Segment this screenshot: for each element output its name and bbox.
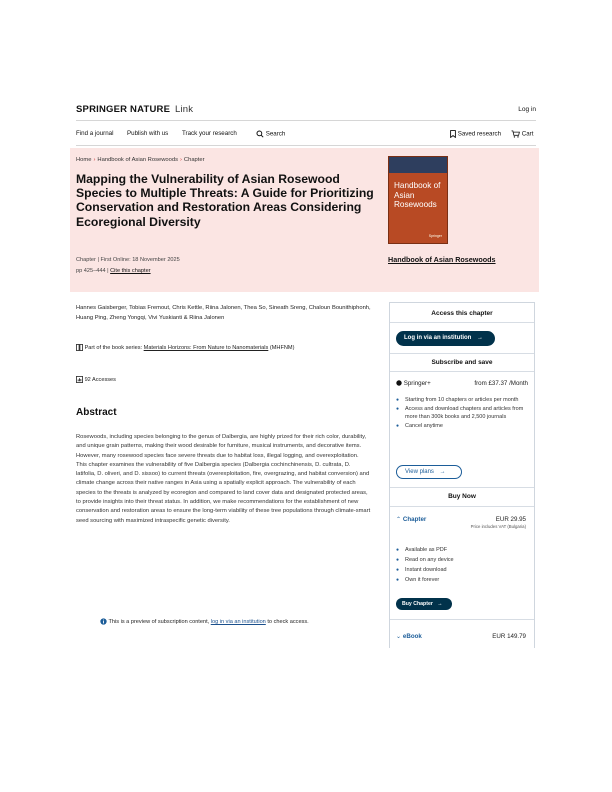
panel-divider [390, 322, 534, 323]
arrow-right-icon: → [477, 335, 484, 341]
brand-suffix: Link [174, 104, 194, 115]
access-heading: Access this chapter [431, 310, 493, 317]
breadcrumb-separator-icon: › [179, 157, 182, 163]
feature-item: ● Instant download [396, 567, 530, 574]
feature-item: ● Available as PDF [396, 547, 530, 554]
chevron-up-icon: ⌃ [396, 516, 402, 523]
preview-prefix: This is a preview of subscription content, [108, 618, 210, 625]
first-online: First Online: 18 November 2025 [100, 257, 180, 263]
arrow-right-icon: → [437, 601, 443, 607]
book-cover-header [389, 157, 447, 173]
buy-heading: Buy Now [448, 493, 476, 500]
login-link[interactable]: Log in [518, 106, 536, 113]
nav-track-research[interactable]: Track your research [182, 130, 237, 137]
subscribe-heading: Subscribe and save [431, 359, 493, 366]
ebook-price: EUR 149.79 [492, 633, 526, 640]
chapter-meta [76, 257, 180, 263]
brand-name: SPRINGER NATURE [76, 104, 171, 115]
chevron-down-icon: ⌄ [396, 633, 402, 640]
meta-separator: | [107, 268, 109, 274]
chapter-price: EUR 29.95 [495, 516, 526, 523]
nav-cart-label: Cart [521, 130, 534, 138]
chapter-title: Mapping the Vulnerability of Asian Rosewood Species to Multiple Threats: A Guide for Prioritizing Conservation and Restoration Areas Considering Ecoregional Diversity [76, 172, 374, 229]
series-link[interactable]: Materials Horizons: From Nature to Nanomaterials [143, 344, 269, 351]
springer-plus-label: Springer+ [403, 380, 431, 387]
preview-suffix: to check access. [267, 618, 309, 625]
nav-divider [76, 145, 536, 146]
panel-divider [390, 506, 534, 507]
buy-chapter-button[interactable] [396, 598, 452, 610]
info-icon [100, 618, 107, 625]
accesses-count: 92 Accesses [84, 376, 116, 383]
arrow-right-icon: → [439, 469, 446, 475]
panel-divider [390, 487, 534, 488]
chapter-type: Chapter [76, 257, 96, 263]
metrics-icon [76, 376, 83, 383]
cart-icon [511, 130, 520, 138]
nav-cart[interactable] [511, 130, 533, 138]
breadcrumb-book[interactable]: Handbook of Asian Rosewoods [97, 157, 178, 163]
nav-search-label: Search [265, 130, 286, 138]
book-cover[interactable] [388, 156, 448, 244]
ebook-label: eBook [402, 633, 422, 640]
series-abbr: (MHFNM) [269, 344, 295, 351]
nav-saved-research[interactable] [450, 130, 501, 138]
book-series [76, 344, 294, 351]
springer-nature-logo[interactable] [76, 104, 193, 115]
header-divider [76, 120, 536, 121]
panel-divider [390, 371, 534, 372]
nav-find-journal[interactable]: Find a journal [76, 130, 114, 137]
nav-saved-label: Saved research [457, 130, 502, 138]
institution-login-button[interactable] [396, 331, 495, 346]
series-prefix: Part of the book series: [84, 344, 143, 351]
nav-publish[interactable]: Publish with us [127, 130, 169, 137]
chapter-pages-row [76, 268, 151, 274]
view-plans-button[interactable] [396, 465, 462, 479]
subscription-benefits [396, 397, 530, 431]
cite-chapter-link[interactable]: Cite this chapter [110, 268, 151, 274]
price-note: Price includes VAT (Bulgaria) [470, 524, 526, 529]
main-nav [76, 130, 536, 140]
breadcrumb [76, 157, 205, 163]
book-cover-title: Handbook of Asian Rosewoods [394, 181, 441, 209]
feature-item: ● Read on any device [396, 557, 530, 564]
chapter-purchase-toggle[interactable] [396, 516, 426, 523]
book-cover-publisher: Springer [428, 234, 442, 238]
benefit-item: ● Cancel anytime [396, 423, 530, 430]
institution-login-label: Log in via an institution [404, 335, 472, 341]
breadcrumb-separator-icon: › [93, 157, 96, 163]
nav-search-button[interactable] [256, 130, 285, 138]
book-title-link[interactable]: Handbook of Asian Rosewoods [388, 255, 496, 264]
preview-login-link[interactable]: log in via an institution [210, 618, 266, 625]
accesses-metric[interactable] [76, 376, 116, 383]
abstract-text: Rosewoods, including species belonging to the genus of Dalbergia, are highly prized for their rich color, durability, and unique grain patterns, making their wood desirable for furniture, musical instruments, and decorative items. However, many rosewood species face severe threats due to habitat loss, illegal logging, and overexploitation. This chapter examines the vulnerability of five Dalbergia species (Dalbergia cochinchinensis, D. cultrata, D. latifolia, D. oliveri, and D. sissoo) to current threats (overexploitation, fire, overgrazing, and habitat conversion) and climate change across their native ranges in Asia using a spatially explicit approach. The vulnerability of each species to the threats is analyzed by ecoregion and compared to land cover data and designated protected areas, to provide insights into their threat status. In addition, we make recommendations for the establishment of new conservation and restoration areas to ensure the long-term viability of these tree populations through climate-smart seed sourcing with maximized intraspecific genetic diversity. [76, 434, 371, 524]
chevron-down-icon [396, 380, 402, 386]
access-panel [389, 302, 535, 648]
author-list[interactable]: Hannes Gaisberger, Tobias Fremout, Chris Kettle, Riina Jalonen, Thea So, Sineath Sreng, Chaloun Bounithiphonh, Huang Ping, Zheng Yongqi, Vivi Yuskianti & Riina Jalonen [76, 305, 371, 321]
breadcrumb-current: Chapter [183, 157, 205, 163]
ebook-purchase-toggle[interactable] [396, 633, 422, 640]
chapter-pages: pp 425–444 [76, 268, 106, 274]
breadcrumb-home[interactable]: Home [76, 157, 92, 163]
bookmark-icon [450, 130, 456, 138]
panel-divider [390, 353, 534, 354]
subscription-preview-note [100, 618, 309, 625]
springer-plus-price: from £37.37 /Month [474, 380, 528, 387]
panel-divider [390, 619, 534, 620]
benefit-item: ● Access and download chapters and articles from more than 300k books and 2,500 journals [396, 406, 530, 421]
buy-chapter-label: Buy Chapter [402, 601, 433, 607]
meta-separator: | [97, 257, 99, 263]
book-series-icon [76, 344, 83, 351]
chapter-label: Chapter [402, 516, 427, 523]
springer-plus-option[interactable] [396, 380, 431, 387]
view-plans-label: View plans [405, 469, 434, 475]
chapter-features [396, 547, 530, 584]
benefit-item: ● Starting from 10 chapters or articles per month [396, 397, 530, 404]
search-icon [256, 130, 264, 138]
feature-item: ● Own it forever [396, 577, 530, 584]
abstract-heading: Abstract [76, 407, 117, 418]
